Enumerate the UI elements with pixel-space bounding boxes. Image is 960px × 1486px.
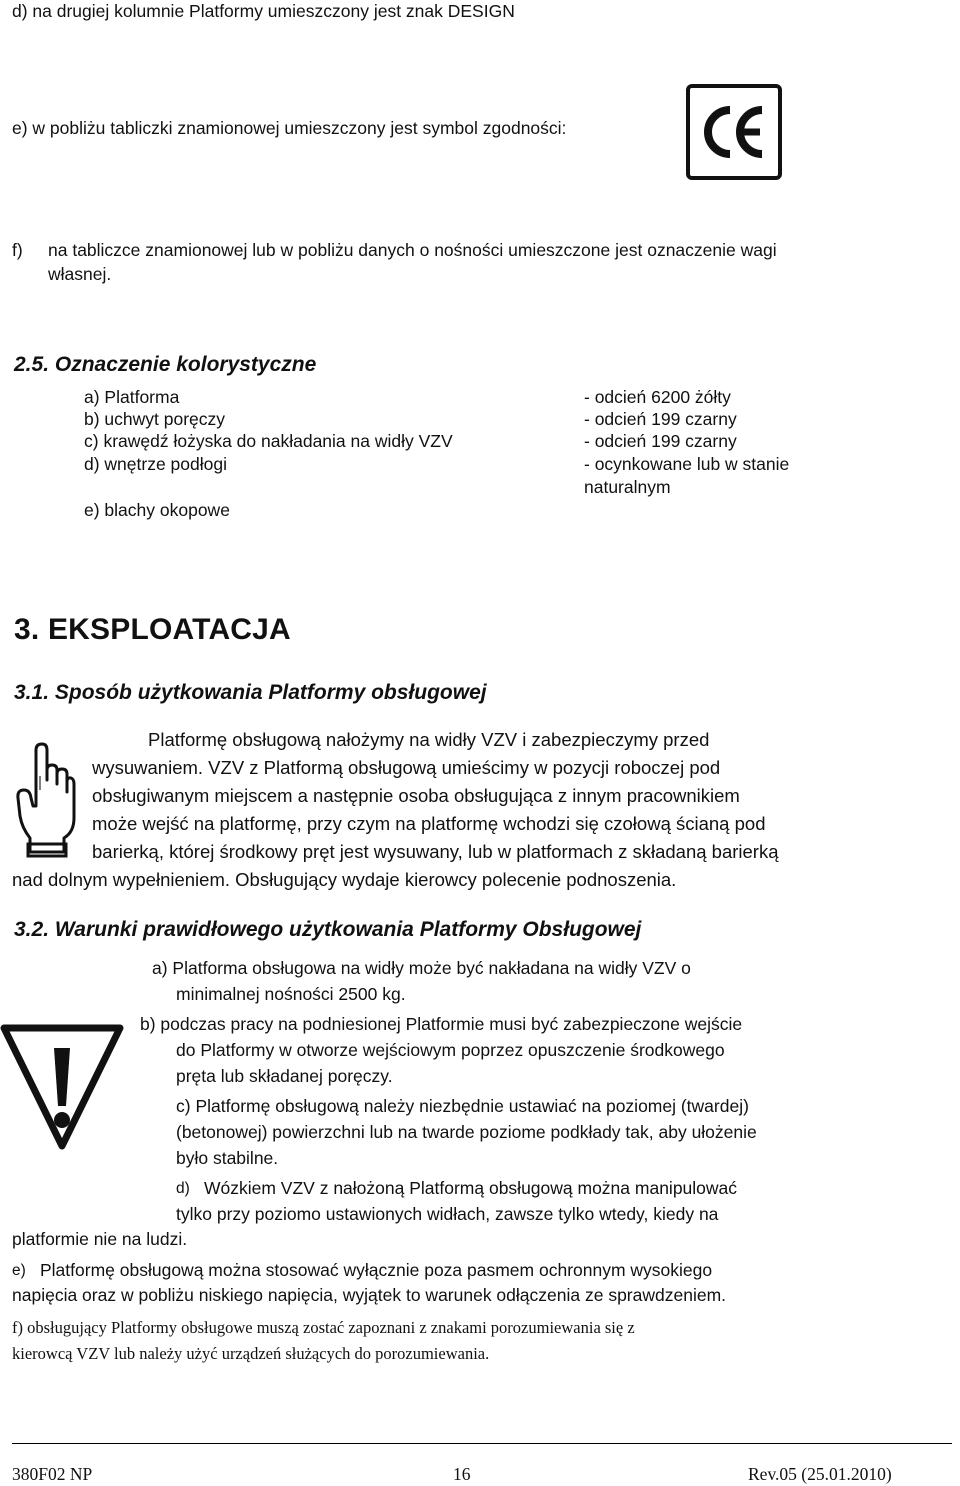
- section-3-1-line4: może wejść na platformę, przy czym na platformę wchodzi się czołową ścianą pod: [92, 813, 766, 834]
- item-f-line1: na tabliczce znamionowej lub w pobliżu danych o nośności umieszczone jest oznaczenie wagi: [48, 240, 777, 260]
- color-row-d-label: d) wnętrze podłogi: [84, 454, 227, 474]
- section-3-1-line1: Platformę obsługową nałożymy na widły VZV i zabezpieczymy przed: [148, 729, 710, 750]
- color-row-e-label: e) blachy okopowe: [84, 500, 230, 520]
- section-3-1-line6: nad dolnym wypełnieniem. Obsługujący wydaje kierowcy polecenie podnoszenia.: [12, 869, 677, 890]
- item-f-prefix: f): [12, 240, 23, 260]
- section-3-1-line5: barierką, której środkowy pręt jest wysuwany, lub w platformach z składaną barierką: [92, 841, 779, 862]
- warning-triangle-icon: [0, 1022, 124, 1150]
- section-3-2-heading: 3.2. Warunki prawidłowego użytkowania Platformy Obsługowej: [14, 918, 642, 941]
- condition-d-line1: Wózkiem VZV z nałożoną Platformą obsługową można manipulować: [204, 1178, 738, 1198]
- section-3-1-heading: 3.1. Sposób użytkowania Platformy obsługowej: [14, 681, 487, 704]
- condition-c-line3: było stabilne.: [176, 1148, 279, 1168]
- section-2-5-heading: 2.5. Oznaczenie kolorystyczne: [14, 353, 317, 376]
- color-row-a-label: a) Platforma: [84, 387, 180, 407]
- footer-page-number: 16: [453, 1464, 471, 1484]
- color-row-a-value: - odcień 6200 żółty: [584, 387, 731, 407]
- pointing-hand-icon: [14, 740, 76, 858]
- condition-b-line3: pręta lub składanej poręczy.: [176, 1066, 393, 1086]
- footer-divider: [12, 1443, 952, 1444]
- condition-b-line2: do Platformy w otworze wejściowym poprzez opuszczenie środkowego: [176, 1040, 725, 1060]
- chapter-3-heading: 3. EKSPLOATACJA: [14, 613, 291, 646]
- condition-b-line1: b) podczas pracy na podniesionej Platformie musi być zabezpieczone wejście: [140, 1014, 743, 1034]
- condition-c-line1: c) Platformę obsługową należy niezbędnie ustawiać na poziomej (twardej): [176, 1096, 749, 1116]
- color-row-c-label: c) krawędź łożyska do nakładania na widły VZV: [84, 431, 453, 451]
- condition-d-line2: tylko przy poziomo ustawionych widłach, zawsze tylko wtedy, kiedy na: [176, 1204, 719, 1224]
- condition-a-line2: minimalnej nośności 2500 kg.: [176, 984, 406, 1004]
- ce-mark-icon: [686, 84, 782, 180]
- condition-f-line1: f) obsługujący Platformy obsługowe muszą zostać zapoznani z znakami porozumiewania się z: [12, 1318, 635, 1337]
- condition-e-line1: Platformę obsługową można stosować wyłącznie poza pasmem ochronnym wysokiego: [40, 1260, 713, 1280]
- footer-revision: Rev.05 (25.01.2010): [748, 1464, 892, 1484]
- color-row-b-label: b) uchwyt poręczy: [84, 409, 226, 429]
- color-row-c-value: - odcień 199 czarny: [584, 431, 737, 451]
- condition-e-prefix: e): [12, 1262, 26, 1279]
- item-d-design: d) na drugiej kolumnie Platformy umieszczony jest znak DESIGN: [12, 1, 515, 21]
- section-3-1-line2: wysuwaniem. VZV z Platformą obsługową umieścimy w pozycji roboczej pod: [92, 757, 721, 778]
- condition-a-line1: a) Platforma obsługowa na widły może być nakładana na widły VZV o: [152, 958, 691, 978]
- condition-c-line2: (betonowej) powierzchni lub na twarde poziome podkłady tak, aby ułożenie: [176, 1122, 757, 1142]
- condition-e-line2: napięcia oraz w pobliżu niskiego napięcia, wyjątek to warunek odłączenia ze sprawdzeniem.: [12, 1285, 727, 1305]
- condition-f-line2: kierowcą VZV lub należy użyć urządzeń służących do porozumiewania.: [12, 1344, 490, 1363]
- color-row-d-value: - ocynkowane lub w stanie: [584, 454, 790, 474]
- condition-d-prefix: d): [176, 1180, 190, 1197]
- section-3-1-line3: obsługiwanym miejscem a następnie osoba obsługująca z innym pracownikiem: [92, 785, 740, 806]
- item-f-line2: własnej.: [48, 264, 112, 284]
- condition-d-line3: platformie nie na ludzi.: [12, 1229, 188, 1249]
- color-row-d-value-cont: naturalnym: [584, 477, 671, 497]
- footer-doc-code: 380F02 NP: [12, 1464, 93, 1484]
- item-e-ce-symbol: e) w pobliżu tabliczki znamionowej umieszczony jest symbol zgodności:: [12, 118, 567, 138]
- color-row-b-value: - odcień 199 czarny: [584, 409, 737, 429]
